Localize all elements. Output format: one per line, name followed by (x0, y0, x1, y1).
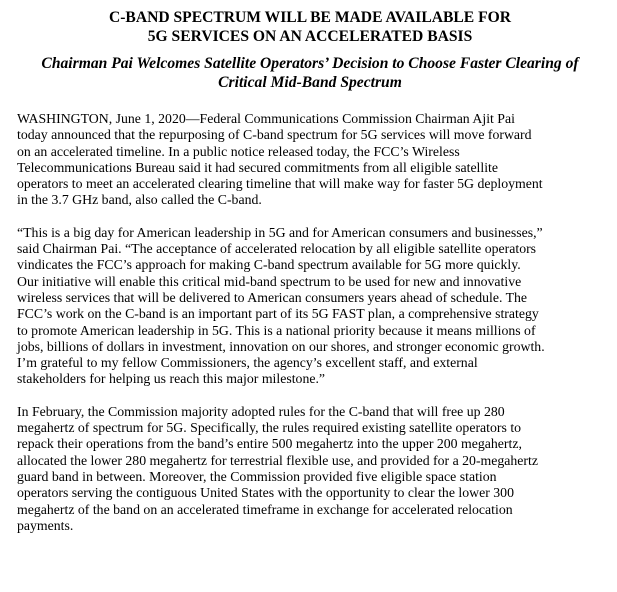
subheadline-line: Chairman Pai Welcomes Satellite Operators’ Decision to Choose Faster Clearing of (41, 55, 579, 72)
paragraph-announcement (17, 111, 603, 209)
text-line: to promote American leadership in 5G. This is a national priority because it means millions of (17, 322, 536, 338)
text-line: payments. (17, 517, 74, 533)
headline (17, 8, 603, 46)
text-line: on an accelerated timeline. In a public notice released today, the FCC’s Wireless (17, 143, 460, 159)
headline-line: C-BAND SPECTRUM WILL BE MADE AVAILABLE FOR (108, 9, 512, 26)
text-line: operators to meet an accelerated clearing timeline that will make way for faster 5G deployment (17, 176, 543, 192)
text-line: WASHINGTON, June 1, 2020—Federal Communications Commission Chairman Ajit Pai (17, 111, 515, 126)
text-line: today announced that the repurposing of C-band spectrum for 5G services will move forward (17, 127, 532, 143)
paragraph-background (17, 404, 603, 534)
text-line: I’m grateful to my fellow Commissioners, the agency’s excellent staff, and external (17, 355, 478, 371)
text-line: guard band in between. Moreover, the Commission provided five eligible space station (17, 468, 497, 484)
text-line: vindicates the FCC’s approach for making C-band spectrum available for 5G more quickly. (17, 257, 521, 273)
text-line: allocated the lower 280 megahertz for terrestrial flexible use, and provided for a 20-megahertz (17, 452, 538, 468)
text-line: stakeholders for helping us reach this major milestone.” (17, 371, 326, 387)
text-line: megahertz of spectrum for 5G. Specifically, the rules required existing satellite operators to (17, 420, 522, 436)
text-line: jobs, billions of dollars in investment, innovation on our shores, and stronger economic growth. (17, 338, 545, 354)
text-line: FCC’s work on the C-band is an important part of its 5G FAST plan, a comprehensive strategy (17, 306, 539, 322)
subheadline-line: Critical Mid-Band Spectrum (218, 74, 402, 91)
text-line: wireless services that will be delivered to American consumers years ahead of schedule. The (17, 289, 528, 305)
text-line: In February, the Commission majority adopted rules for the C-band that will free up 280 (17, 403, 505, 419)
text-line: megahertz of the band on an accelerated timeframe in exchange for accelerated relocation (17, 501, 513, 517)
text-line: Telecommunications Bureau said it had secured commitments from all eligible satellite (17, 159, 499, 175)
text-line: said Chairman Pai. “The acceptance of accelerated relocation by all eligible satellite operators (17, 241, 537, 257)
text-line: repack their operations from the band’s entire 500 megahertz into the upper 200 megahertz, (17, 436, 522, 452)
text-line: “This is a big day for American leadership in 5G and for American consumers and businesses,” (17, 224, 543, 240)
text-line: in the 3.7 GHz band, also called the C-band. (17, 192, 262, 208)
paragraph-quote (17, 225, 603, 388)
text-line: operators serving the contiguous United States with the opportunity to clear the lower 300 (17, 485, 514, 501)
headline-line: 5G SERVICES ON AN ACCELERATED BASIS (147, 28, 473, 45)
subheadline (17, 54, 603, 92)
text-line: Our initiative will enable this critical mid-band spectrum to be used for new and innovative (17, 273, 522, 289)
